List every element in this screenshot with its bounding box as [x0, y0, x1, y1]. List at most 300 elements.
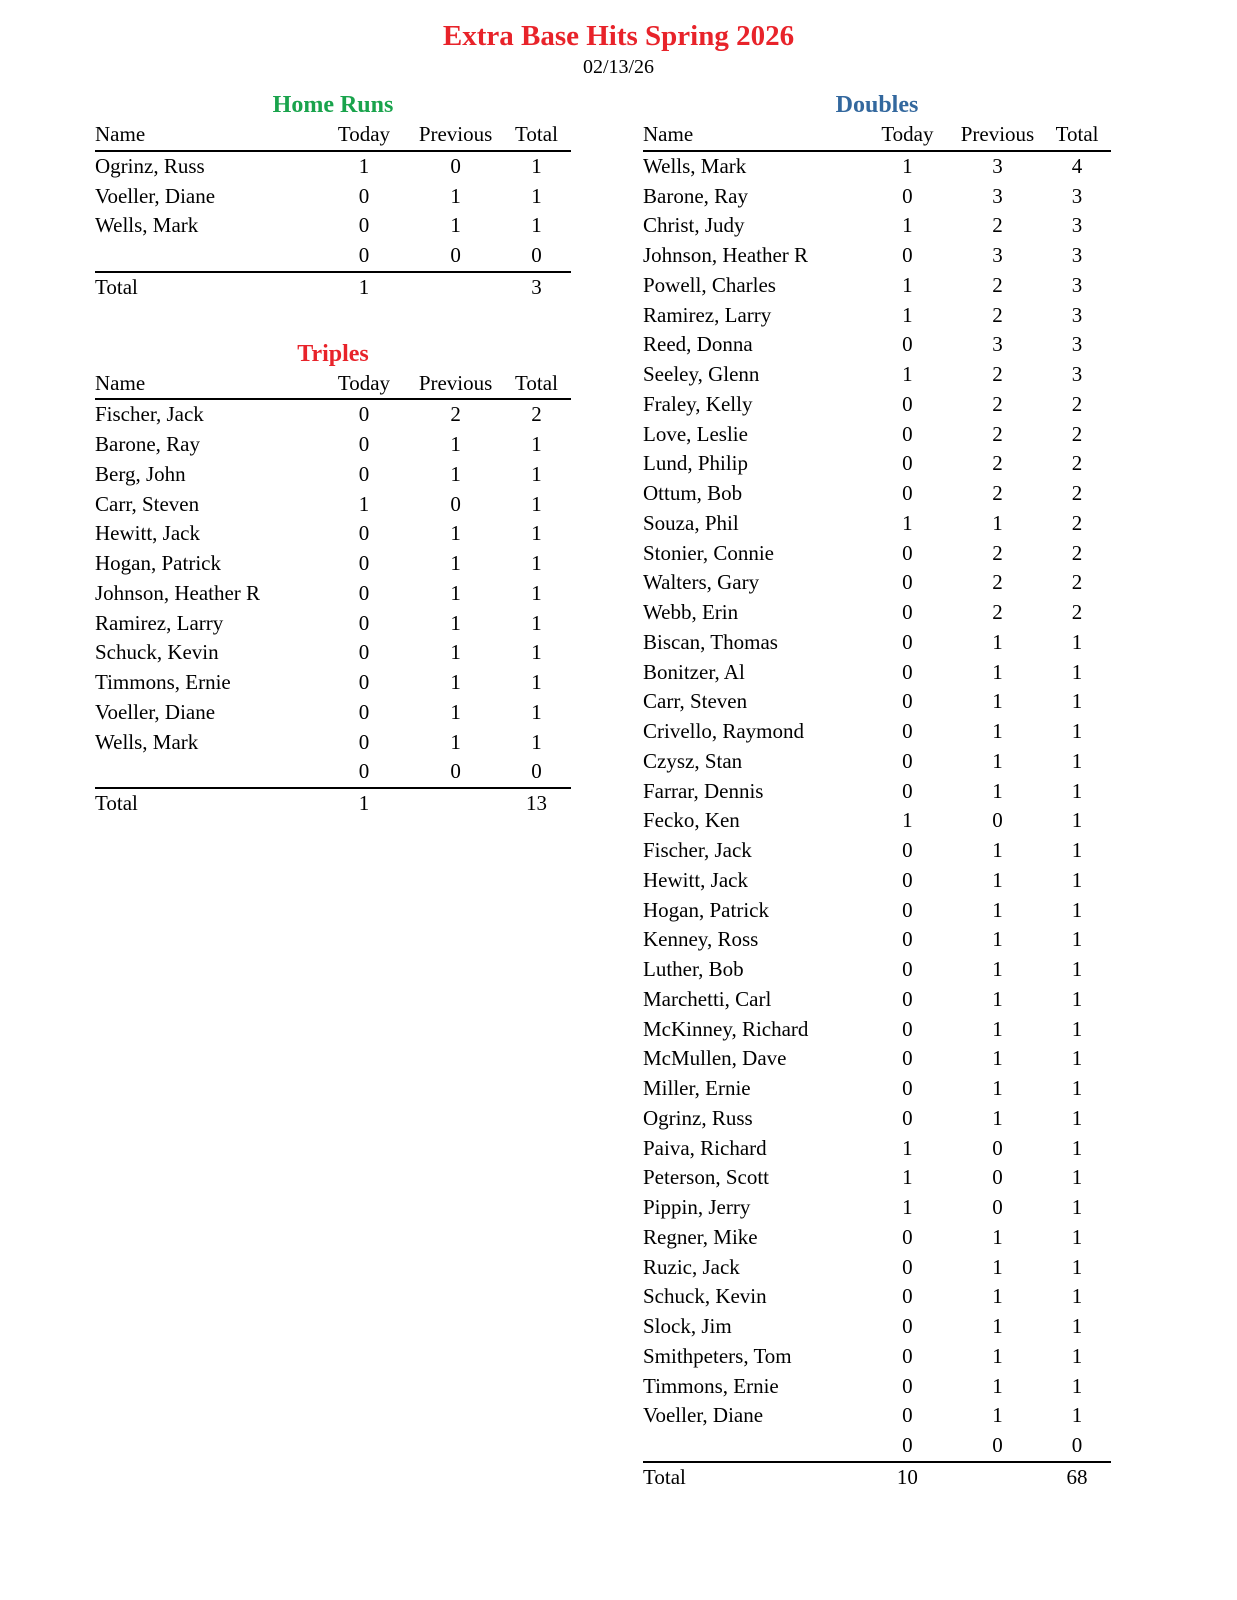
player-name-cell: Regner, Mike	[643, 1224, 758, 1249]
stat-cell: 1	[1071, 1284, 1083, 1309]
stat-cell: 1	[531, 213, 542, 238]
table-row	[643, 717, 1111, 747]
stat-cell: 0	[902, 778, 913, 803]
stat-cell: 2	[1071, 510, 1083, 535]
table-row	[643, 360, 1111, 390]
stat-cell: 2	[992, 451, 1003, 476]
stat-cell: 2	[992, 540, 1003, 565]
stat-cell: 2	[450, 402, 461, 427]
table-row	[95, 460, 571, 490]
stat-cell: 1	[531, 610, 542, 635]
stat-cell: 0	[450, 759, 461, 784]
player-name-cell: Christ, Judy	[643, 213, 745, 238]
stat-cell: 2	[992, 421, 1003, 446]
stat-cell: 0	[450, 243, 461, 267]
column-header-total: Total	[1043, 120, 1111, 151]
player-name-cell: Lund, Philip	[643, 451, 749, 476]
player-name-cell: Carr, Steven	[95, 491, 200, 516]
stat-cell: 3	[1071, 362, 1083, 386]
report-date: 02/13/26	[582, 56, 655, 78]
table-row	[643, 151, 1111, 182]
stat-cell: 0	[902, 570, 913, 595]
table-row	[643, 1044, 1111, 1074]
total-today: 1	[319, 272, 409, 303]
stat-cell: 0	[531, 759, 542, 784]
table-row	[643, 271, 1111, 301]
table-row	[643, 1431, 1111, 1462]
player-name-cell: Timmons, Ernie	[643, 1373, 779, 1398]
stat-cell: 0	[902, 867, 913, 892]
total-today: 10	[863, 1462, 952, 1493]
stat-cell: 1	[992, 1016, 1003, 1041]
stat-cell: 1	[992, 1224, 1003, 1249]
player-name-cell: Voeller, Diane	[643, 1403, 764, 1428]
table-row	[95, 728, 571, 758]
stat-cell: 0	[992, 1433, 1003, 1457]
table-row	[643, 182, 1111, 212]
player-name-cell: Powell, Charles	[643, 272, 776, 297]
stat-cell: 0	[902, 1343, 913, 1368]
table-row	[643, 806, 1111, 836]
player-name-cell: Ogrinz, Russ	[643, 1105, 753, 1130]
stat-cell: 1	[902, 1135, 913, 1160]
stat-cell: 1	[531, 183, 542, 208]
stat-cell: 3	[1071, 243, 1083, 267]
stat-cell: 1	[992, 1076, 1003, 1100]
stat-cell: 1	[902, 153, 913, 178]
home-runs-table	[95, 120, 571, 303]
table-row	[643, 925, 1111, 955]
total-total: 3	[502, 272, 571, 303]
home-runs-title: Home Runs	[272, 92, 394, 118]
stat-cell: 3	[992, 243, 1003, 267]
total-row	[643, 1462, 1111, 1493]
total-label: Total	[95, 272, 319, 303]
stat-cell: 1	[902, 510, 913, 535]
table-row	[95, 519, 571, 549]
column-header-today: Today	[863, 120, 952, 151]
player-name-cell	[95, 757, 319, 788]
stat-cell: 1	[450, 551, 461, 575]
player-name-cell	[95, 241, 319, 272]
player-name-cell: Webb, Erin	[643, 600, 739, 624]
stat-cell: 0	[902, 1314, 913, 1338]
stat-cell: 0	[902, 1016, 913, 1041]
player-name-cell: Voeller, Diane	[95, 699, 216, 724]
column-header-total: Total	[502, 369, 571, 400]
stat-cell: 3	[1071, 213, 1083, 238]
home-runs-section	[95, 90, 571, 303]
stat-cell: 0	[902, 243, 913, 267]
stat-cell: 0	[902, 719, 913, 743]
column-header-total: Total	[502, 120, 571, 151]
table-row	[95, 430, 571, 460]
table-row	[643, 420, 1111, 450]
right-column	[643, 90, 1111, 1493]
table-row	[643, 301, 1111, 331]
stat-cell: 1	[450, 610, 461, 635]
triples-table	[95, 369, 571, 819]
stat-cell: 0	[531, 243, 542, 267]
table-row	[95, 182, 571, 212]
stat-cell: 0	[358, 551, 370, 575]
stat-cell: 0	[902, 629, 913, 654]
stat-cell: 1	[1071, 1195, 1083, 1219]
table-row	[643, 1282, 1111, 1312]
stat-cell: 1	[992, 778, 1003, 803]
stat-cell: 1	[1071, 659, 1083, 684]
stat-cell: 0	[358, 521, 370, 546]
stat-cell: 1	[992, 1343, 1003, 1368]
column-header-name: Name	[95, 369, 319, 400]
stat-cell: 0	[358, 243, 370, 267]
player-name-cell: McKinney, Richard	[643, 1016, 809, 1041]
doubles-section	[643, 90, 1111, 1493]
stat-cell: 1	[1071, 778, 1083, 803]
player-name-cell: Farrar, Dennis	[643, 778, 764, 803]
table-row	[95, 668, 571, 698]
stat-cell: 0	[902, 986, 913, 1011]
stat-cell: 1	[1071, 1046, 1083, 1071]
stat-cell: 0	[902, 689, 913, 714]
player-name-cell: Seeley, Glenn	[643, 362, 760, 386]
stat-cell: 1	[531, 461, 542, 486]
stat-cell: 1	[992, 927, 1003, 952]
player-name-cell: Carr, Steven	[643, 689, 748, 714]
stat-cell: 0	[358, 432, 370, 456]
player-name-cell: Johnson, Heather R	[643, 243, 809, 267]
total-label: Total	[643, 1462, 863, 1493]
column-header-previous: Previous	[952, 120, 1043, 151]
stat-cell: 3	[992, 153, 1003, 178]
stat-cell: 0	[902, 1373, 913, 1398]
header-row	[95, 369, 571, 400]
stat-cell: 2	[1071, 600, 1083, 624]
triples-section	[95, 339, 571, 819]
stat-cell: 2	[992, 302, 1003, 327]
table-row	[643, 836, 1111, 866]
stat-cell: 1	[450, 640, 461, 665]
stat-cell: 1	[1071, 1105, 1083, 1130]
stat-cell: 0	[902, 838, 913, 862]
player-name-cell: Fischer, Jack	[95, 402, 204, 427]
total-total: 13	[502, 788, 571, 819]
stat-cell: 3	[992, 332, 1003, 357]
stat-cell: 2	[992, 362, 1003, 386]
stat-cell: 0	[358, 213, 370, 238]
triples-title: Triples	[297, 340, 369, 367]
player-name-cell: Stonier, Connie	[643, 540, 774, 565]
stat-cell: 1	[450, 461, 461, 486]
stat-cell: 1	[1071, 629, 1083, 654]
table-row	[95, 490, 571, 520]
table-row	[643, 628, 1111, 658]
stat-cell: 1	[1071, 689, 1083, 714]
table-row	[95, 151, 571, 182]
stat-cell: 2	[1071, 391, 1083, 416]
table-row	[643, 747, 1111, 777]
stat-cell: 0	[902, 1433, 913, 1457]
table-row	[643, 568, 1111, 598]
stat-cell: 0	[902, 421, 913, 446]
stat-cell: 0	[902, 927, 913, 952]
stat-cell: 0	[358, 699, 370, 724]
table-row	[643, 1253, 1111, 1283]
stat-cell: 2	[992, 213, 1003, 238]
column-header-today: Today	[319, 369, 409, 400]
table-row	[643, 241, 1111, 271]
stat-cell: 1	[1071, 1314, 1083, 1338]
stat-cell: 1	[992, 689, 1003, 714]
left-column	[95, 90, 571, 819]
player-name-cell: Ramirez, Larry	[643, 302, 772, 327]
stat-cell: 0	[902, 183, 913, 208]
stat-cell: 2	[1071, 540, 1083, 565]
table-row	[95, 549, 571, 579]
stat-cell: 1	[1071, 986, 1083, 1011]
stat-cell: 2	[992, 570, 1003, 595]
stat-cell: 0	[902, 600, 913, 624]
table-row	[643, 330, 1111, 360]
table-row	[643, 1163, 1111, 1193]
stat-cell: 0	[902, 1224, 913, 1249]
player-name-cell: Hewitt, Jack	[95, 521, 200, 546]
stat-cell: 1	[531, 729, 542, 754]
report-header	[0, 18, 1237, 80]
player-name-cell: Berg, John	[95, 461, 186, 486]
header-row	[643, 120, 1111, 151]
stat-cell: 0	[358, 640, 370, 665]
player-name-cell: Paiva, Richard	[643, 1135, 767, 1160]
stat-cell: 1	[992, 867, 1003, 892]
stat-cell: 1	[992, 748, 1003, 773]
stat-cell: 1	[1071, 1224, 1083, 1249]
player-name-cell: Luther, Bob	[643, 957, 744, 981]
player-name-cell: Ogrinz, Russ	[95, 153, 205, 178]
stat-cell: 4	[1071, 153, 1083, 178]
table-row	[643, 1134, 1111, 1164]
total-row	[95, 788, 571, 819]
page-title: Extra Base Hits Spring 2026	[442, 20, 795, 52]
doubles-title: Doubles	[835, 92, 919, 118]
stat-cell: 1	[531, 432, 542, 456]
stat-cell: 1	[992, 659, 1003, 684]
table-row	[643, 479, 1111, 509]
stat-cell: 1	[531, 640, 542, 665]
total-previous	[952, 1462, 1043, 1493]
stat-cell: 1	[902, 808, 913, 833]
stat-cell: 1	[1071, 1016, 1083, 1041]
stat-cell: 0	[450, 491, 461, 516]
stat-cell: 1	[992, 1314, 1003, 1338]
player-name-cell: Kenney, Ross	[643, 927, 759, 952]
table-row	[643, 539, 1111, 569]
total-today: 1	[319, 788, 409, 819]
stat-cell: 1	[992, 1373, 1003, 1398]
stat-cell: 0	[992, 1165, 1003, 1190]
player-name-cell: Voeller, Diane	[95, 183, 216, 208]
stat-cell: 2	[992, 391, 1003, 416]
stat-cell: 0	[902, 1105, 913, 1130]
table-row	[643, 1312, 1111, 1342]
stat-cell: 1	[531, 521, 542, 546]
stat-cell: 0	[358, 461, 370, 486]
stat-cell: 1	[992, 957, 1003, 981]
stat-cell: 1	[992, 719, 1003, 743]
stat-cell: 3	[1071, 332, 1083, 357]
player-name-cell: Love, Leslie	[643, 421, 748, 446]
stat-cell: 1	[1071, 957, 1083, 981]
stat-cell: 0	[902, 540, 913, 565]
stat-cell: 0	[992, 1135, 1003, 1160]
table-row	[643, 955, 1111, 985]
stat-cell: 1	[992, 1284, 1003, 1309]
stat-cell: 1	[992, 897, 1003, 922]
stat-cell: 1	[992, 1105, 1003, 1130]
table-row	[643, 866, 1111, 896]
table-row	[95, 241, 571, 272]
stat-cell: 1	[1071, 1373, 1083, 1398]
stat-cell: 1	[1071, 748, 1083, 773]
player-name-cell: Hewitt, Jack	[643, 867, 748, 892]
table-row	[643, 896, 1111, 926]
player-name-cell: Hogan, Patrick	[95, 551, 221, 575]
player-name-cell: Marchetti, Carl	[643, 986, 772, 1011]
total-total: 68	[1043, 1462, 1111, 1493]
column-header-today: Today	[319, 120, 409, 151]
total-previous	[409, 788, 502, 819]
stat-cell: 0	[902, 659, 913, 684]
stat-cell: 0	[358, 670, 370, 694]
stat-cell: 1	[450, 432, 461, 456]
player-name-cell: Reed, Donna	[643, 332, 753, 357]
stat-cell: 1	[992, 629, 1003, 654]
player-name-cell: Barone, Ray	[95, 432, 200, 456]
table-row	[643, 1193, 1111, 1223]
stat-cell: 0	[902, 391, 913, 416]
stat-cell: 0	[358, 610, 370, 635]
stat-cell: 2	[1071, 481, 1083, 505]
stat-cell: 1	[531, 580, 542, 605]
total-label: Total	[95, 788, 319, 819]
player-name-cell	[643, 1431, 863, 1462]
player-name-cell: Schuck, Kevin	[643, 1284, 767, 1309]
stat-cell: 1	[531, 551, 542, 575]
stat-cell: 1	[531, 670, 542, 694]
table-row	[643, 1074, 1111, 1104]
stat-cell: 0	[358, 580, 370, 605]
stat-cell: 2	[992, 272, 1003, 297]
player-name-cell: Wells, Mark	[95, 729, 199, 754]
stat-cell: 1	[992, 1254, 1003, 1279]
table-row	[643, 658, 1111, 688]
table-row	[643, 449, 1111, 479]
stat-cell: 1	[902, 1195, 913, 1219]
player-name-cell: Schuck, Kevin	[95, 640, 219, 665]
stat-cell: 1	[1071, 1254, 1083, 1279]
stat-cell: 0	[902, 1284, 913, 1309]
table-row	[95, 609, 571, 639]
stat-cell: 0	[358, 402, 370, 427]
player-name-cell: Ramirez, Larry	[95, 610, 224, 635]
stat-cell: 1	[1071, 1165, 1083, 1190]
stat-cell: 3	[1071, 302, 1083, 327]
stat-cell: 2	[531, 402, 542, 427]
stat-cell: 1	[450, 699, 461, 724]
table-row	[643, 1372, 1111, 1402]
stat-cell: 1	[902, 302, 913, 327]
stat-cell: 0	[902, 481, 913, 505]
player-name-cell: Timmons, Ernie	[95, 670, 231, 694]
stat-cell: 3	[992, 183, 1003, 208]
stat-cell: 1	[902, 272, 913, 297]
player-name-cell: Wells, Mark	[643, 153, 747, 178]
table-row	[643, 1015, 1111, 1045]
stat-cell: 1	[1071, 927, 1083, 952]
stat-cell: 0	[902, 1076, 913, 1100]
stat-cell: 2	[1071, 451, 1083, 476]
stat-cell: 1	[450, 183, 461, 208]
stat-cell: 0	[902, 957, 913, 981]
table-row	[643, 1401, 1111, 1431]
header-row	[95, 120, 571, 151]
stat-cell: 0	[358, 183, 370, 208]
player-name-cell: Crivello, Raymond	[643, 719, 804, 743]
stat-cell: 2	[992, 481, 1003, 505]
total-row	[95, 272, 571, 303]
player-name-cell: Biscan, Thomas	[643, 629, 778, 654]
stat-cell: 0	[992, 808, 1003, 833]
stat-cell: 1	[450, 580, 461, 605]
player-name-cell: Ruzic, Jack	[643, 1254, 740, 1279]
stat-cell: 0	[902, 1046, 913, 1071]
table-row	[643, 1342, 1111, 1372]
table-row	[643, 985, 1111, 1015]
table-row	[643, 777, 1111, 807]
table-row	[643, 1223, 1111, 1253]
stat-cell: 0	[358, 759, 370, 784]
stat-cell: 0	[992, 1195, 1003, 1219]
table-row	[643, 598, 1111, 628]
player-name-cell: Hogan, Patrick	[643, 897, 769, 922]
column-header-previous: Previous	[409, 369, 502, 400]
player-name-cell: Barone, Ray	[643, 183, 748, 208]
player-name-cell: Wells, Mark	[95, 213, 199, 238]
stat-cell: 3	[1071, 183, 1083, 208]
doubles-table	[643, 120, 1111, 1493]
stat-cell: 2	[1071, 421, 1083, 446]
stat-cell: 2	[992, 600, 1003, 624]
stat-cell: 1	[1071, 867, 1083, 892]
stat-cell: 1	[992, 510, 1003, 535]
stat-cell: 1	[358, 491, 370, 516]
column-header-name: Name	[643, 120, 863, 151]
stat-cell: 1	[992, 986, 1003, 1011]
stat-cell: 1	[358, 153, 370, 178]
table-row	[643, 509, 1111, 539]
table-row	[643, 211, 1111, 241]
stat-cell: 0	[902, 1403, 913, 1428]
stat-cell: 1	[1071, 1403, 1083, 1428]
column-header-name: Name	[95, 120, 319, 151]
table-row	[95, 698, 571, 728]
table-row	[95, 399, 571, 430]
stat-cell: 1	[992, 1403, 1003, 1428]
stat-cell: 1	[902, 362, 913, 386]
stat-cell: 1	[902, 1165, 913, 1190]
player-name-cell: Walters, Gary	[643, 570, 760, 595]
stat-cell: 0	[902, 897, 913, 922]
